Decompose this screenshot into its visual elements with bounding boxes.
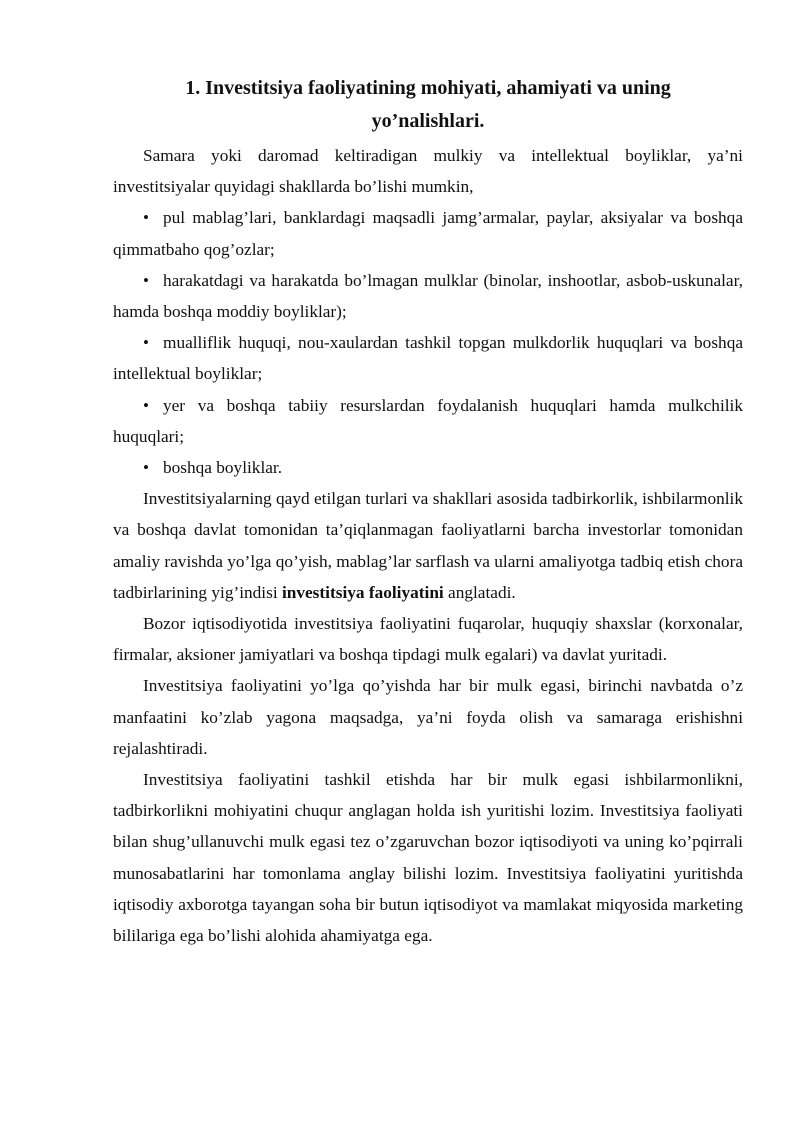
section-title-line-2: yo’nalishlari. <box>371 110 485 132</box>
intro-paragraph: Samara yoki daromad keltiradigan mulkiy va intellektual boyliklar, ya’ni investitsiyalar quyidagi shakllarda bo’lishi mumkin, <box>113 146 743 197</box>
bullet-icon: • <box>143 458 149 478</box>
bullet-item-land-rights <box>113 390 743 452</box>
definition-term: investitsiya faoliyatini <box>281 582 444 602</box>
bullet-text: harakatdagi va harakatda bo’lmagan mulklar (binolar, inshootlar, asbob-uskunalar, hamda boshqa moddiy boyliklar); <box>113 270 743 322</box>
bullet-icon: • <box>143 395 149 415</box>
bullet-text: yer va boshqa tabiiy resurslardan foydalanish huquqlari hamda mulkchilik huquqlari; <box>113 395 743 446</box>
owner-goal-paragraph: Investitsiya faoliyatini yo’lga qo’yishda har bir mulk egasi, birinchi navbatda o’z manfaatini ko’zlab yagona maqsadga, ya’ni foyda olish va samaraga erishishni rejalashtiradi. <box>113 676 743 758</box>
bullet-text: mualliflik huquqi, nou-xaulardan tashkil topgan mulkdorlik huquqlari va boshqa intellektual boyliklar; <box>113 333 743 384</box>
definition-text-after: anglatadi. <box>443 582 516 602</box>
bullet-icon: • <box>143 333 149 353</box>
definition-text-before: Investitsiyalarning qayd etilgan turlari va shakllari asosida tadbirkorlik, ishbilarmonlik va boshqa davlat tomonidan ta’qiqlanmagan faoliyatlarni barcha investorlar tomonidan amaliy ravishda yo’lga qo’yish, mablag’lar sarflash va ularni amaliyotga tadbiq etish chora tadbirlarining yig’indisi <box>113 489 743 602</box>
bullet-item-copyright <box>113 327 743 389</box>
section-title <box>113 72 743 138</box>
organization-paragraph: Investitsiya faoliyatini tashkil etishda har bir mulk egasi ishbilarmonlikni, tadbirkorlikni mohiyatini chuqur anglagan holda ish yuritishi lozim. Investitsiya faoliyati bilan shug’ullanuvchi mulk egasi tez o’zgaruvchan bozor iqtisodiyoti va uning ko’pqirrali munosabatlarini har tomonlama anglay bilishi lozim. Investitsiya faoliyatini yuritishda iqtisodiy axborotga tayangan soha bir butun iqtisodiyot va mamlakat miqyosida marketing bililariga ega bo’lishi alohida ahamiyatga ega. <box>113 770 743 946</box>
section-title-line-1: 1. Investitsiya faoliyatining mohiyati, ahamiyati va uning <box>185 77 671 99</box>
bullet-text: boshqa boyliklar. <box>163 458 283 478</box>
bullet-item-money <box>113 202 743 264</box>
bullet-item-property <box>113 265 743 327</box>
bullet-icon: • <box>143 270 149 290</box>
bullet-text: pul mablag’lari, banklardagi maqsadli jamg’armalar, paylar, aksiyalar va boshqa qimmatbaho qog’ozlar; <box>113 208 743 259</box>
definition-paragraph <box>113 483 743 608</box>
market-economy-paragraph: Bozor iqtisodiyotida investitsiya faoliyatini fuqarolar, huquqiy shaxslar (korxonalar, firmalar, aksioner jamiyatlari va boshqa tipdagi mulk egalari) va davlat yuritadi. <box>113 614 743 665</box>
bullet-icon: • <box>143 208 149 228</box>
bullet-item-other <box>113 452 743 483</box>
